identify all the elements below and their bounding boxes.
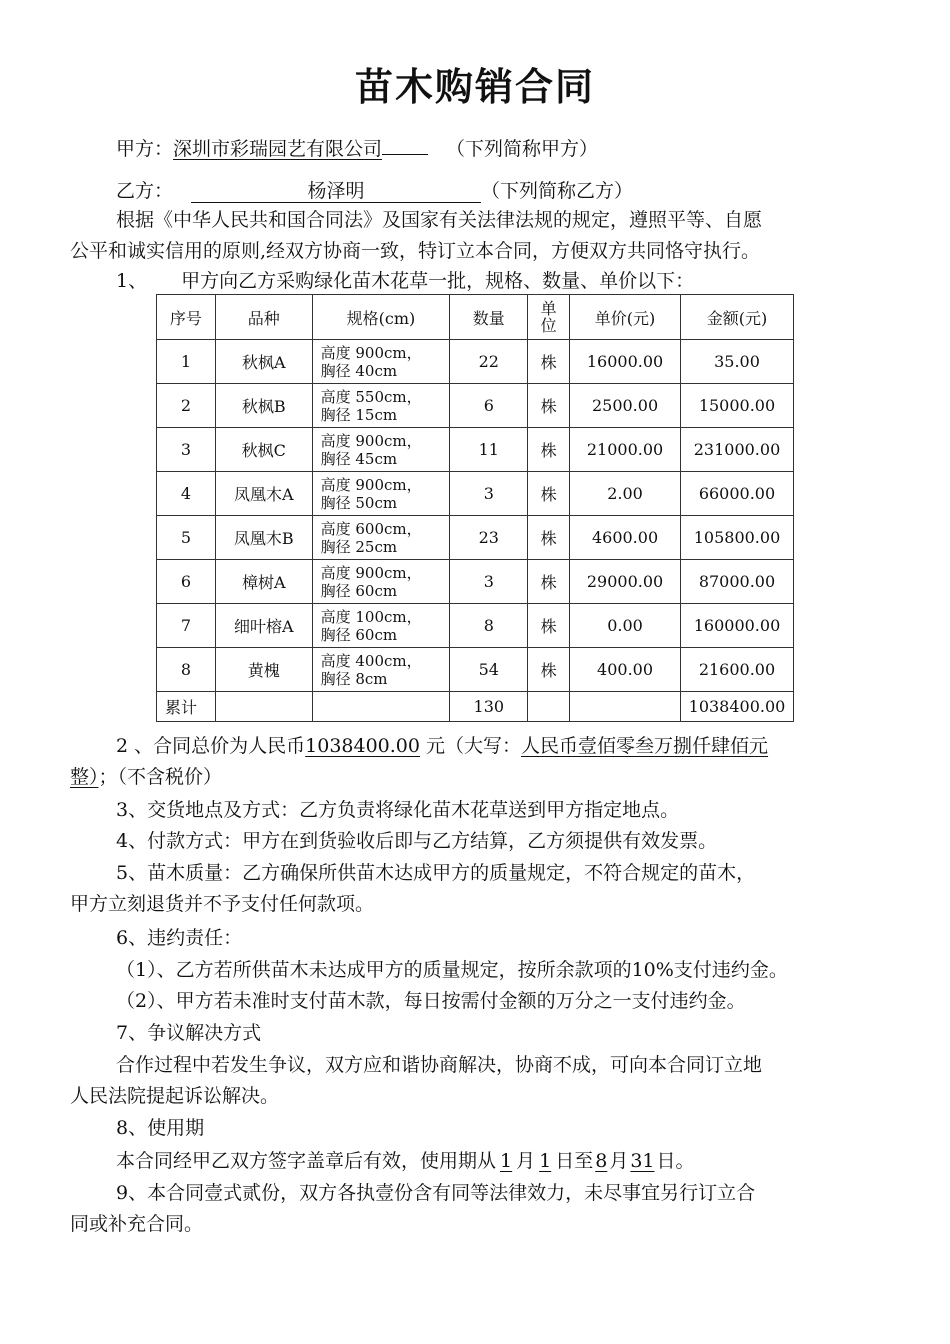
party-a-blank [382, 130, 428, 155]
table-row [157, 472, 794, 516]
cell-amount: 105800.00 [680, 516, 793, 560]
cell-seq: 7 [157, 604, 216, 648]
clause-6-item-1: （1）、乙方若所供苗木未达成甲方的质量规定，按所余款项的10%支付违约金。 [116, 959, 788, 981]
cell-qty: 3 [450, 472, 528, 516]
cell-unit: 株 [528, 604, 570, 648]
cell-qty: 3 [450, 560, 528, 604]
cell-unit: 株 [528, 472, 570, 516]
cell-amount: 160000.00 [680, 604, 793, 648]
header-qty: 数量 [450, 295, 528, 340]
cell-unit: 株 [528, 384, 570, 428]
start-day: 1 [539, 1150, 552, 1172]
cell-empty [312, 692, 450, 722]
table-row [157, 428, 794, 472]
spec-diameter: 胸径 40cm [320, 361, 398, 380]
cell-price: 21000.00 [570, 428, 681, 472]
cell-spec [312, 340, 450, 384]
cell-qty: 54 [450, 648, 528, 692]
cell-price: 0.00 [570, 604, 681, 648]
total-price-amount: 1038400.00 [305, 735, 420, 757]
cell-amount: 66000.00 [680, 472, 793, 516]
header-seq: 序号 [157, 295, 216, 340]
cell-qty: 22 [450, 340, 528, 384]
header-unit [528, 295, 570, 340]
clause-7-heading: 7、争议解决方式 [116, 1022, 262, 1044]
clause-5-line-2: 甲方立刻退货并不予支付任何款项。 [70, 893, 375, 915]
party-a-line [116, 130, 598, 162]
clause-8-month-label: 月 [516, 1150, 536, 1172]
clause-2-line-1 [116, 733, 768, 759]
cell-qty: 6 [450, 384, 528, 428]
cell-amount: 21600.00 [680, 648, 793, 692]
cell-price: 4600.00 [570, 516, 681, 560]
cell-spec [312, 472, 450, 516]
cell-empty [215, 692, 312, 722]
clause-4: 4、付款方式：甲方在到货验收后即与乙方结算，乙方须提供有效发票。 [116, 830, 718, 852]
cell-spec [312, 384, 450, 428]
table-row [157, 560, 794, 604]
header-spec: 规格(cm) [312, 295, 450, 340]
cell-unit: 株 [528, 648, 570, 692]
clause-3: 3、交货地点及方式：乙方负责将绿化苗木花草送到甲方指定地点。 [116, 799, 680, 821]
items-table [156, 294, 794, 722]
spec-height: 高度 900cm， [320, 563, 422, 582]
table-row [157, 648, 794, 692]
start-month: 1 [500, 1150, 513, 1172]
cell-spec [312, 516, 450, 560]
spec-diameter: 胸径 45cm [320, 449, 398, 468]
cell-variety: 黄槐 [215, 648, 312, 692]
header-price: 单价(元) [570, 295, 681, 340]
cell-price: 400.00 [570, 648, 681, 692]
clause-8-day-to-label: 日至 [555, 1150, 594, 1172]
cell-seq: 2 [157, 384, 216, 428]
party-b-line [116, 178, 633, 204]
cell-unit: 株 [528, 340, 570, 384]
clause-8-heading: 8、使用期 [116, 1117, 205, 1139]
table-row [157, 340, 794, 384]
intro-line-1: 根据《中华人民共和国合同法》及国家有关法律法规的规定，遵照平等、自愿 [116, 209, 763, 231]
cell-amount: 231000.00 [680, 428, 793, 472]
table-row [157, 604, 794, 648]
header-unit-top: 单 [540, 299, 557, 318]
spec-diameter: 胸径 50cm [320, 493, 398, 512]
spec-height: 高度 600cm， [320, 519, 422, 538]
clause-1-number: 1、 [116, 270, 148, 292]
party-b-note: （下列简称乙方） [481, 180, 634, 202]
table-row [157, 516, 794, 560]
header-unit-bottom: 位 [540, 316, 557, 335]
cell-qty: 11 [450, 428, 528, 472]
cell-spec [312, 560, 450, 604]
cell-empty [528, 692, 570, 722]
cell-variety: 秋枫C [215, 428, 312, 472]
party-b-name: 杨泽明 [191, 178, 481, 203]
spec-height: 高度 900cm， [320, 475, 422, 494]
cell-variety: 凤凰木B [215, 516, 312, 560]
end-day: 31 [630, 1150, 655, 1172]
party-a-note: （下列简称甲方） [446, 138, 599, 160]
cell-variety: 秋枫B [215, 384, 312, 428]
clause-1-text: 甲方向乙方采购绿化苗木花草一批，规格、数量、单价以下： [181, 270, 695, 292]
total-price-words-end: 整） [70, 766, 99, 788]
clause-9-line-1: 9、本合同壹式贰份，双方各执壹份含有同等法律效力，未尽事宜另行订立合 [116, 1182, 756, 1204]
clause-7-line-1: 合作过程中若发生争议，双方应和谐协商解决，协商不成，可向本合同订立地 [116, 1054, 763, 1076]
intro-line-2: 公平和诚实信用的原则,经双方协商一致，特订立本合同，方便双方共同恪守执行。 [70, 240, 761, 262]
cell-price: 2500.00 [570, 384, 681, 428]
spec-diameter: 胸径 25cm [320, 537, 398, 556]
spec-diameter: 胸径 15cm [320, 405, 398, 424]
cell-amount: 87000.00 [680, 560, 793, 604]
cell-seq: 3 [157, 428, 216, 472]
clause-7-line-2: 人民法院提起诉讼解决。 [70, 1085, 280, 1107]
cell-seq: 8 [157, 648, 216, 692]
clause-8-month-label-2: 月 [609, 1150, 629, 1172]
clause-1 [116, 268, 694, 294]
cell-unit: 株 [528, 560, 570, 604]
cell-price: 2.00 [570, 472, 681, 516]
party-a-name: 深圳市彩瑞园艺有限公司 [173, 138, 383, 160]
cell-variety: 细叶榕A [215, 604, 312, 648]
party-b-label: 乙方： [116, 180, 174, 202]
table-total-row [157, 692, 794, 722]
spec-diameter: 胸径 8cm [320, 669, 388, 688]
spec-diameter: 胸径 60cm [320, 581, 398, 600]
spec-height: 高度 900cm， [320, 343, 422, 362]
cell-seq: 1 [157, 340, 216, 384]
clause-2-suffix: ；（不含税价） [98, 766, 223, 788]
spec-height: 高度 900cm， [320, 431, 422, 450]
cell-price: 16000.00 [570, 340, 681, 384]
total-price-words: 人民币壹佰零叁万捌仟肆佰元 [521, 735, 769, 757]
spec-height: 高度 100cm， [320, 607, 422, 626]
cell-variety: 秋枫A [215, 340, 312, 384]
cell-qty: 23 [450, 516, 528, 560]
header-variety: 品种 [215, 295, 312, 340]
cell-unit: 株 [528, 516, 570, 560]
spec-height: 高度 550cm， [320, 387, 422, 406]
total-qty: 130 [450, 692, 528, 722]
clause-8-prefix: 本合同经甲乙双方签字盖章后有效，使用期从 [116, 1150, 497, 1172]
cell-seq: 5 [157, 516, 216, 560]
cell-seq: 4 [157, 472, 216, 516]
cell-spec [312, 648, 450, 692]
clause-6-heading: 6、违约责任： [116, 927, 243, 949]
cell-spec [312, 604, 450, 648]
clause-2-line-2 [70, 764, 222, 790]
document-title: 苗木购销合同 [354, 65, 595, 109]
cell-qty: 8 [450, 604, 528, 648]
cell-amount: 35.00 [680, 340, 793, 384]
spec-diameter: 胸径 60cm [320, 625, 398, 644]
clause-2-mid: 元（大写： [426, 735, 522, 757]
party-a-label: 甲方： [116, 138, 174, 160]
clause-6-item-2: （2）、甲方若未准时支付苗木款，每日按需付金额的万分之一支付违约金。 [116, 990, 746, 1012]
cell-empty [570, 692, 681, 722]
total-label: 累计 [157, 692, 216, 722]
clause-8-day-label: 日。 [656, 1150, 695, 1172]
clause-2-prefix: 2 、合同总价为人民币 [116, 735, 306, 757]
cell-spec [312, 428, 450, 472]
cell-seq: 6 [157, 560, 216, 604]
cell-variety: 樟树A [215, 560, 312, 604]
clause-5-line-1: 5、苗木质量：乙方确保所供苗木达成甲方的质量规定，不符合规定的苗木， [116, 862, 756, 884]
spec-height: 高度 400cm， [320, 651, 422, 670]
end-month: 8 [595, 1150, 608, 1172]
total-amount: 1038400.00 [680, 692, 793, 722]
header-amount: 金额(元) [680, 295, 793, 340]
cell-unit: 株 [528, 428, 570, 472]
cell-amount: 15000.00 [680, 384, 793, 428]
cell-price: 29000.00 [570, 560, 681, 604]
clause-9-line-2: 同或补充合同。 [70, 1213, 204, 1235]
cell-variety: 凤凰木A [215, 472, 312, 516]
table-row [157, 384, 794, 428]
table-header-row [157, 295, 794, 340]
clause-8-text [116, 1148, 695, 1174]
